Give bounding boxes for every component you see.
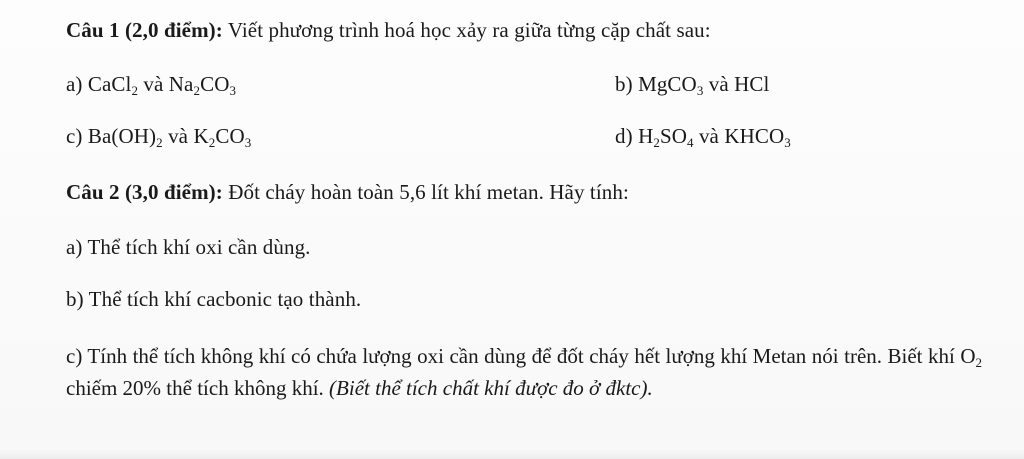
- q1-item-a-formula-2: $Na_2CO_3$: [168, 72, 237, 98]
- q1-item-a-conj: và: [138, 72, 169, 96]
- q1-item-a-formula-1: CaCl$_2$: [87, 72, 139, 98]
- q1-item-a-label: a): [66, 72, 83, 96]
- question-1-prompt: Viết phương trình hoá học xảy ra giữa từng cặp chất sau:: [222, 18, 711, 42]
- question-1-line: [66, 18, 711, 43]
- q2-item-c-text-1: c) Tính thể tích không khí có chứa lượng oxi cần dùng để đốt cháy hết lượng khí Metan nói trên. Biết khí O: [66, 344, 976, 368]
- q1-item-d-label: d): [615, 124, 633, 148]
- q1-item-b-label: b): [615, 72, 633, 96]
- q1-item-d: [615, 124, 791, 149]
- q1-item-b: [615, 72, 769, 97]
- q1-item-b-formula-1: MgCO$_3$: [638, 72, 704, 98]
- q1-item-c-conj: và: [162, 124, 194, 148]
- q2-item-c-subscript: 2: [975, 355, 982, 370]
- q1-item-c: [66, 124, 251, 149]
- question-1-heading: Câu 1 (2,0 điểm):: [66, 18, 223, 42]
- q1-item-c-formula-2: $K_2CO_3$: [193, 124, 252, 150]
- q2-item-c: [66, 340, 982, 404]
- q2-item-c-text-2: chiếm 20% thể tích không khí.: [66, 376, 330, 400]
- q1-item-c-formula-1: $Ba(OH)_2$: [87, 124, 163, 150]
- q1-item-d-formula-2: $KHCO_3$: [724, 124, 791, 150]
- question-2-prompt: Đốt cháy hoàn toàn 5,6 lít khí metan. Hãy tính:: [222, 180, 629, 204]
- q1-item-b-conj: và: [703, 72, 735, 96]
- q1-item-a: [66, 72, 236, 97]
- question-2-line: [66, 180, 629, 205]
- q1-item-b-formula-2: HCl: [734, 72, 770, 96]
- bottom-edge-shade: [0, 449, 1024, 459]
- question-2-heading: Câu 2 (3,0 điểm):: [66, 180, 223, 204]
- q2-item-b: b) Thể tích khí cacbonic tạo thành.: [66, 287, 362, 311]
- q2-item-c-note: (Biết thể tích chất khí được đo ở đktc).: [329, 376, 653, 400]
- q1-item-d-formula-1: $H_2SO_4$: [638, 124, 694, 150]
- q1-item-d-conj: và: [693, 124, 725, 148]
- q2-item-a: a) Thể tích khí oxi cần dùng.: [66, 235, 311, 259]
- q1-item-c-label: c): [66, 124, 83, 148]
